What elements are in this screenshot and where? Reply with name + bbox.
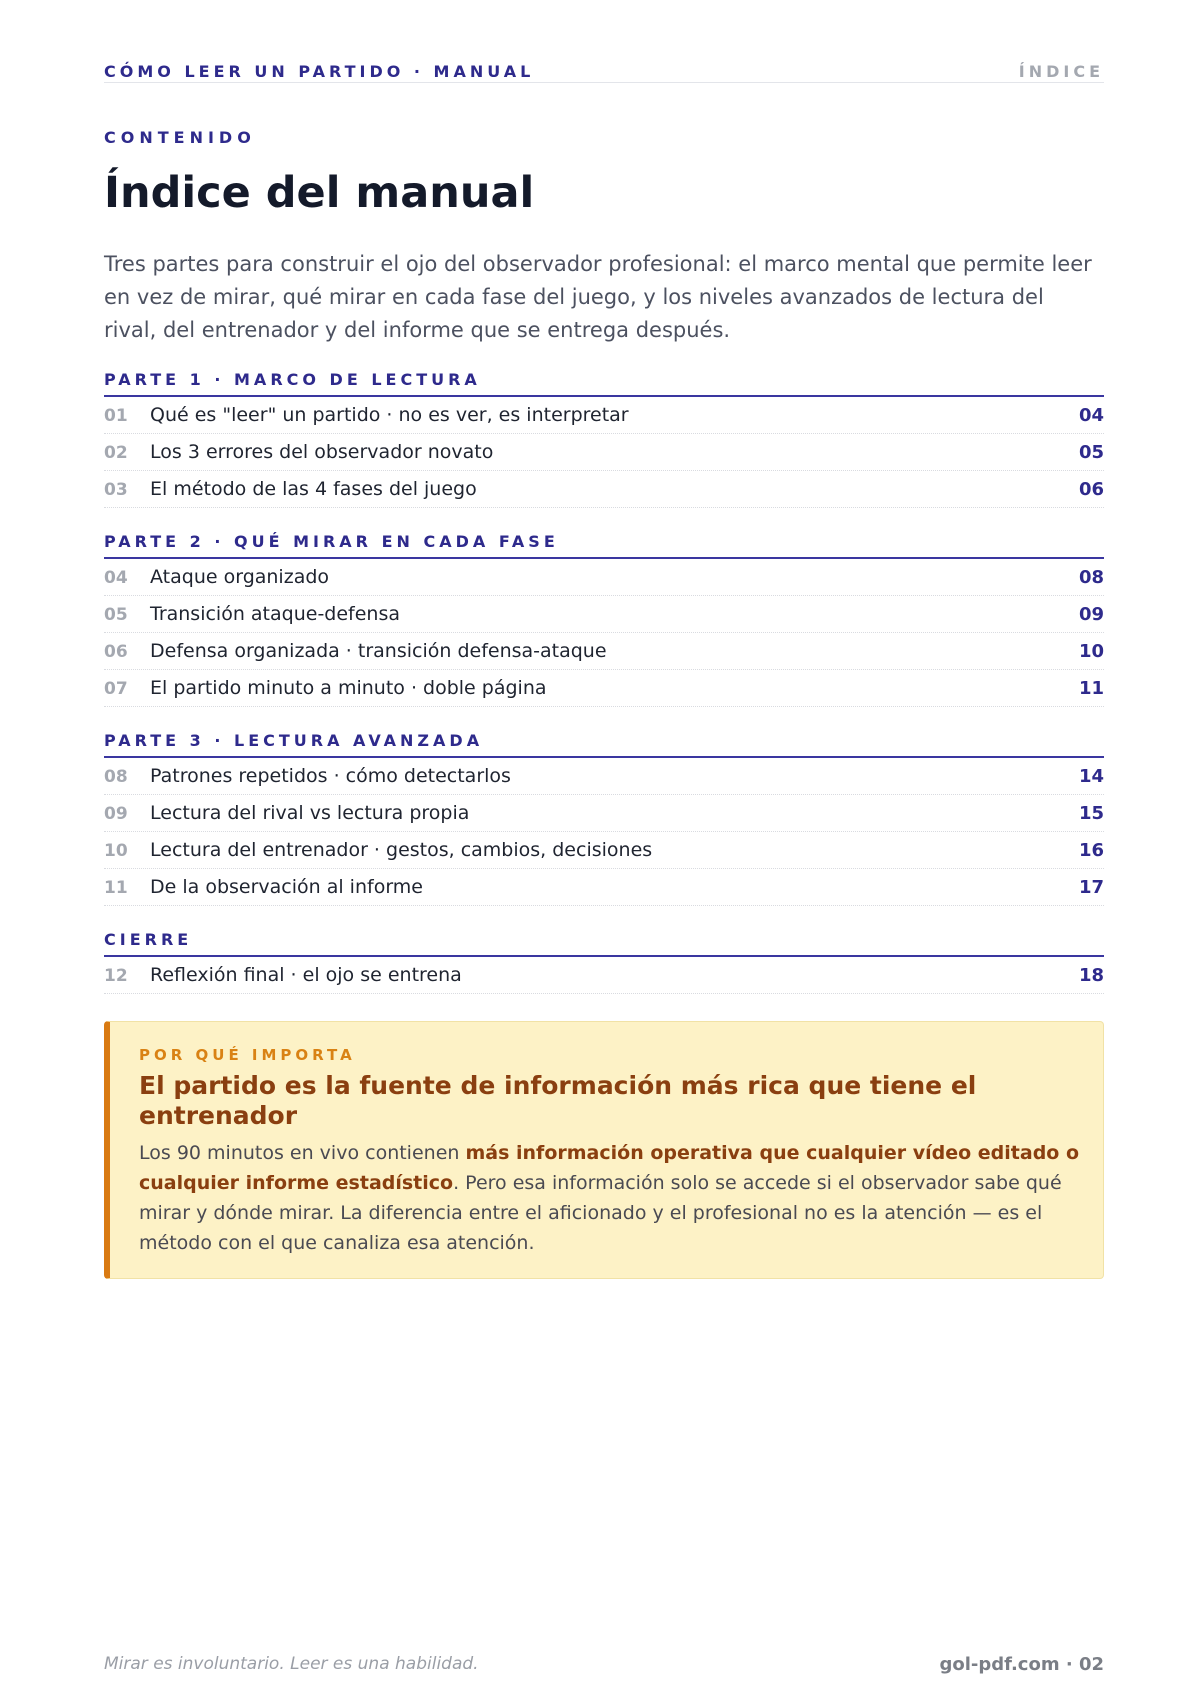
running-header bbox=[104, 62, 1104, 83]
footer-page-number: gol-pdf.com · 02 bbox=[939, 1654, 1104, 1675]
toc-entry-number: 02 bbox=[104, 443, 128, 463]
toc-entry-title: Lectura del rival vs lectura propia bbox=[150, 802, 470, 824]
document-page bbox=[104, 0, 1104, 1697]
toc-entry-number: 06 bbox=[104, 642, 128, 662]
toc-entry-title: Reflexión final · el ojo se entrena bbox=[150, 964, 462, 986]
toc-entry[interactable] bbox=[104, 670, 1104, 707]
toc-entry-number: 05 bbox=[104, 605, 128, 625]
toc-entry[interactable] bbox=[104, 559, 1104, 596]
toc-entry-page: 10 bbox=[1078, 641, 1104, 662]
toc-entry-number: 03 bbox=[104, 480, 128, 500]
toc-entry[interactable] bbox=[104, 832, 1104, 869]
toc-entry-title: Patrones repetidos · cómo detectarlos bbox=[150, 765, 511, 787]
callout-kicker: POR QUÉ IMPORTA bbox=[139, 1046, 356, 1064]
toc-entry-page: 18 bbox=[1078, 965, 1104, 986]
callout-body-emphasis: más información operativa que cualquier vídeo editado o cualquier informe estadístico bbox=[139, 1142, 1080, 1194]
toc-entry-number: 10 bbox=[104, 841, 128, 861]
toc-entry-page: 16 bbox=[1078, 840, 1104, 861]
toc-entry[interactable] bbox=[104, 795, 1104, 832]
toc-entry-number: 04 bbox=[104, 568, 128, 588]
toc-entry-title: Ataque organizado bbox=[150, 566, 330, 588]
toc-entry-title: De la observación al informe bbox=[150, 876, 423, 898]
toc-entry[interactable] bbox=[104, 434, 1104, 471]
toc-entry-number: 08 bbox=[104, 767, 128, 787]
toc-entry[interactable] bbox=[104, 596, 1104, 633]
page-title: Índice del manual bbox=[104, 168, 535, 218]
toc-entry-page: 04 bbox=[1078, 405, 1104, 426]
toc-entry-number: 11 bbox=[104, 878, 128, 898]
toc-entry[interactable] bbox=[104, 471, 1104, 508]
intro-paragraph: Tres partes para construir el ojo del observador profesional: el marco mental que permite leer en vez de mirar, qué mirar en cada fase del juego, y los niveles avanzados de lectura del rival, del entrenador y del informe que se entrega después. bbox=[104, 252, 1092, 342]
toc-entry[interactable] bbox=[104, 957, 1104, 994]
callout-heading: El partido es la fuente de información más rica que tiene el entrenador bbox=[139, 1071, 977, 1130]
toc-section-heading: PARTE 2 · QUÉ MIRAR EN CADA FASE bbox=[104, 530, 1104, 559]
toc-entry[interactable] bbox=[104, 869, 1104, 906]
callout-body bbox=[139, 1138, 1084, 1258]
toc-entry-title: Lectura del entrenador · gestos, cambios, decisiones bbox=[150, 839, 653, 861]
toc-entry-page: 11 bbox=[1078, 678, 1104, 699]
why-it-matters-callout bbox=[104, 1021, 1104, 1279]
toc-entry-title: El método de las 4 fases del juego bbox=[150, 478, 477, 500]
section-kicker: CONTENIDO bbox=[104, 128, 256, 147]
callout-body-rest: . Pero esa información solo se accede si el observador sabe qué mirar y dónde mirar. La diferencia entre el aficionado y el profesional no es la atención — es el método con el que canaliza esa atención. bbox=[139, 1172, 1062, 1254]
footer-quote: Mirar es involuntario. Leer es una habilidad. bbox=[104, 1654, 479, 1674]
toc-section-heading: PARTE 1 · MARCO DE LECTURA bbox=[104, 368, 1104, 397]
toc-entry-page: 05 bbox=[1078, 442, 1104, 463]
toc-entry-page: 14 bbox=[1078, 766, 1104, 787]
toc-entry-number: 09 bbox=[104, 804, 128, 824]
toc-entry-page: 06 bbox=[1078, 479, 1104, 500]
callout-body-intro: Los 90 minutos en vivo contienen bbox=[139, 1142, 466, 1164]
toc-section-heading: CIERRE bbox=[104, 928, 1104, 957]
toc-entry-page: 17 bbox=[1078, 877, 1104, 898]
running-header-section: ÍNDICE bbox=[1018, 62, 1104, 81]
toc-entry-title: Qué es "leer" un partido · no es ver, es interpretar bbox=[150, 404, 629, 426]
toc-entry[interactable] bbox=[104, 758, 1104, 795]
table-of-contents bbox=[104, 368, 1104, 994]
toc-entry-page: 09 bbox=[1078, 604, 1104, 625]
toc-entry-number: 01 bbox=[104, 406, 128, 426]
toc-entry-title: Transición ataque-defensa bbox=[150, 603, 401, 625]
toc-entry-title: Los 3 errores del observador novato bbox=[150, 441, 494, 463]
toc-section-heading: PARTE 3 · LECTURA AVANZADA bbox=[104, 729, 1104, 758]
toc-entry[interactable] bbox=[104, 397, 1104, 434]
toc-entry-number: 07 bbox=[104, 679, 128, 699]
toc-entry-title: El partido minuto a minuto · doble página bbox=[150, 677, 547, 699]
running-header-title: CÓMO LEER UN PARTIDO · MANUAL bbox=[104, 62, 535, 81]
toc-entry-page: 08 bbox=[1078, 567, 1104, 588]
toc-entry-page: 15 bbox=[1078, 803, 1104, 824]
toc-entry[interactable] bbox=[104, 633, 1104, 670]
toc-entry-title: Defensa organizada · transición defensa-ataque bbox=[150, 640, 607, 662]
toc-entry-number: 12 bbox=[104, 966, 128, 986]
